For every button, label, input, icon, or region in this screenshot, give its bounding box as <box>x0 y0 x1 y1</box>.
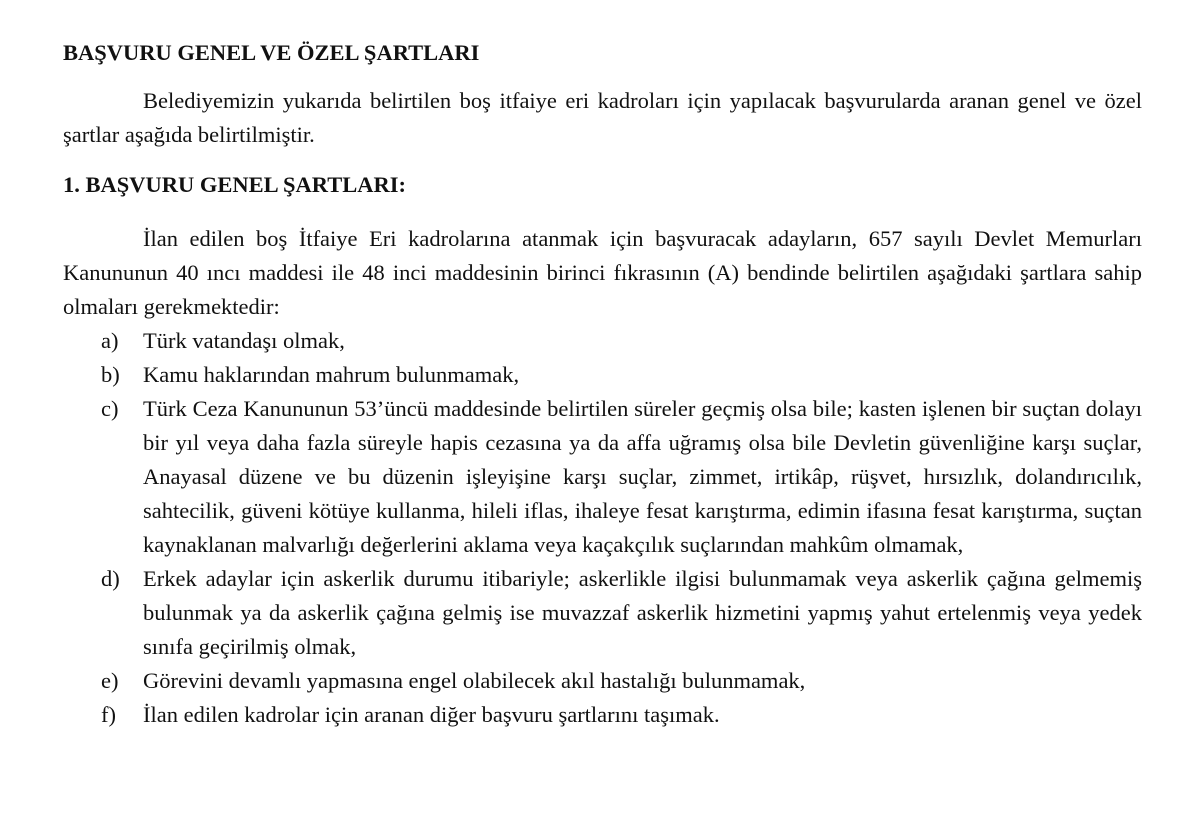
list-item <box>63 324 1142 358</box>
list-item-text: İlan edilen kadrolar için aranan diğer başvuru şartlarını taşımak. <box>143 702 720 727</box>
list-marker: b) <box>101 362 120 387</box>
list-marker: f) <box>101 702 116 727</box>
list-item-text: Görevini devamlı yapmasına engel olabilecek akıl hastalığı bulunmamak, <box>143 668 806 693</box>
document-title: BAŞVURU GENEL VE ÖZEL ŞARTLARI <box>63 40 480 65</box>
list-item-text: Türk vatandaşı olmak, <box>143 328 345 353</box>
section-heading: 1. BAŞVURU GENEL ŞARTLARI: <box>63 172 407 197</box>
list-marker: a) <box>101 328 119 353</box>
list-item-text: Kamu haklarından mahrum bulunmamak, <box>143 362 520 387</box>
intro-paragraph: Belediyemizin yukarıda belirtilen boş itfaiye eri kadroları için yapılacak başvurularda aranan genel ve özel şartlar aşağıda belirtilmiştir. <box>63 88 1142 147</box>
list-item-text: Türk Ceza Kanununun 53’üncü maddesinde belirtilen süreler geçmiş olsa bile; kasten işlenen bir suçtan dolayı bir yıl veya daha fazla süreyle hapis cezasına ya da affa uğramış olsa bile Devletin güvenliğine karşı suçlar, Anayasal düzene ve bu düzenin işleyişine karşı suçlar, zimmet, irtikâp, rüşvet, hırsızlık, dolandırıcılık, sahtecilik, güveni kötüye kullanma, hileli iflas, ihaleye fesat karıştırma, edimin ifasına fesat karıştırma, suçtan kaynaklanan malvarlığı değerlerini aklama veya kaçakçılık suçlarından mahkûm olmamak, <box>143 396 1142 557</box>
list-marker: c) <box>101 396 119 421</box>
list-item <box>63 358 1142 392</box>
list-marker: e) <box>101 668 119 693</box>
list-item <box>63 562 1142 664</box>
requirements-list <box>63 324 1142 732</box>
section-paragraph: İlan edilen boş İtfaiye Eri kadrolarına atanmak için başvuracak adayların, 657 sayılı Devlet Memurları Kanununun 40 ıncı maddesi ile 48 inci maddesinin birinci fıkrasının (A) bendinde belirtilen aşağıdaki şartlara sahip olmaları gerekmektedir: <box>63 226 1142 319</box>
list-item <box>63 392 1142 562</box>
list-item-text: Erkek adaylar için askerlik durumu itibariyle; askerlikle ilgisi bulunmamak veya askerlik çağına gelmemiş bulunmak ya da askerlik çağına gelmiş ise muvazzaf askerlik hizmetini yapmış yahut ertelenmiş veya yedek sınıfa geçirilmiş olmak, <box>143 566 1142 659</box>
list-item <box>63 698 1142 732</box>
list-item <box>63 664 1142 698</box>
list-marker: d) <box>101 566 120 591</box>
